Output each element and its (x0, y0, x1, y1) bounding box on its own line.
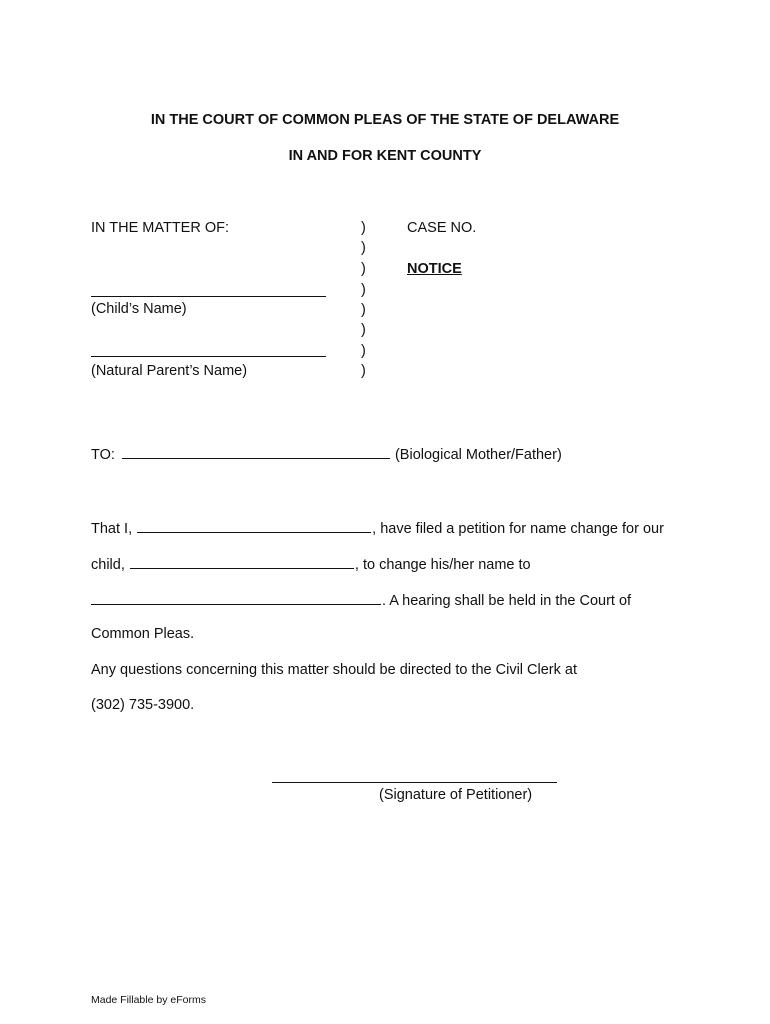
parent-name-label: (Natural Parent’s Name) (91, 363, 248, 379)
paren: ) (361, 261, 366, 277)
matter-label: IN THE MATTER OF: (91, 220, 230, 236)
paren: ) (361, 240, 366, 256)
body-line-4: Common Pleas. (91, 626, 195, 642)
body-line-3 (91, 592, 631, 609)
body-line-5: Any questions concerning this matter should be directed to the Civil Clerk at (91, 662, 577, 678)
line1-prefix: That I, (91, 521, 133, 537)
body-line-2 (91, 556, 531, 573)
signature-label: (Signature of Petitioner) (379, 787, 533, 803)
court-title: IN THE COURT OF COMMON PLEAS OF THE STATE OF DELAWARE (150, 112, 620, 128)
line2-suffix: , to change his/her name to (354, 557, 531, 573)
petitioner-name-field[interactable] (137, 520, 371, 533)
paren: ) (361, 282, 366, 298)
child-name-field[interactable] (91, 296, 326, 297)
paren: ) (361, 322, 366, 338)
child-current-name-field[interactable] (130, 556, 354, 569)
paren: ) (361, 363, 366, 379)
to-prefix: TO: (91, 447, 115, 463)
notice-title: NOTICE (407, 261, 462, 277)
line1-suffix: , have filed a petition for name change for our (372, 521, 664, 537)
line3-suffix: . A hearing shall be held in the Court of (382, 593, 632, 609)
body-line-6: (302) 735-3900. (91, 697, 195, 713)
new-name-field[interactable] (91, 592, 381, 605)
to-suffix: (Biological Mother/Father) (394, 447, 562, 463)
line2-prefix: child, (91, 557, 125, 573)
county-title: IN AND FOR KENT COUNTY (288, 148, 482, 164)
case-no-label: CASE NO. (407, 220, 477, 236)
paren: ) (361, 302, 366, 318)
signature-field[interactable] (272, 782, 557, 783)
recipient-field[interactable] (122, 446, 390, 459)
paren: ) (361, 220, 366, 236)
paren: ) (361, 343, 366, 359)
parent-name-field[interactable] (91, 356, 326, 357)
body-line-1 (91, 520, 664, 537)
child-name-label: (Child’s Name) (91, 301, 187, 317)
to-line (91, 446, 562, 463)
footer-credit: Made Fillable by eForms (91, 994, 206, 1006)
